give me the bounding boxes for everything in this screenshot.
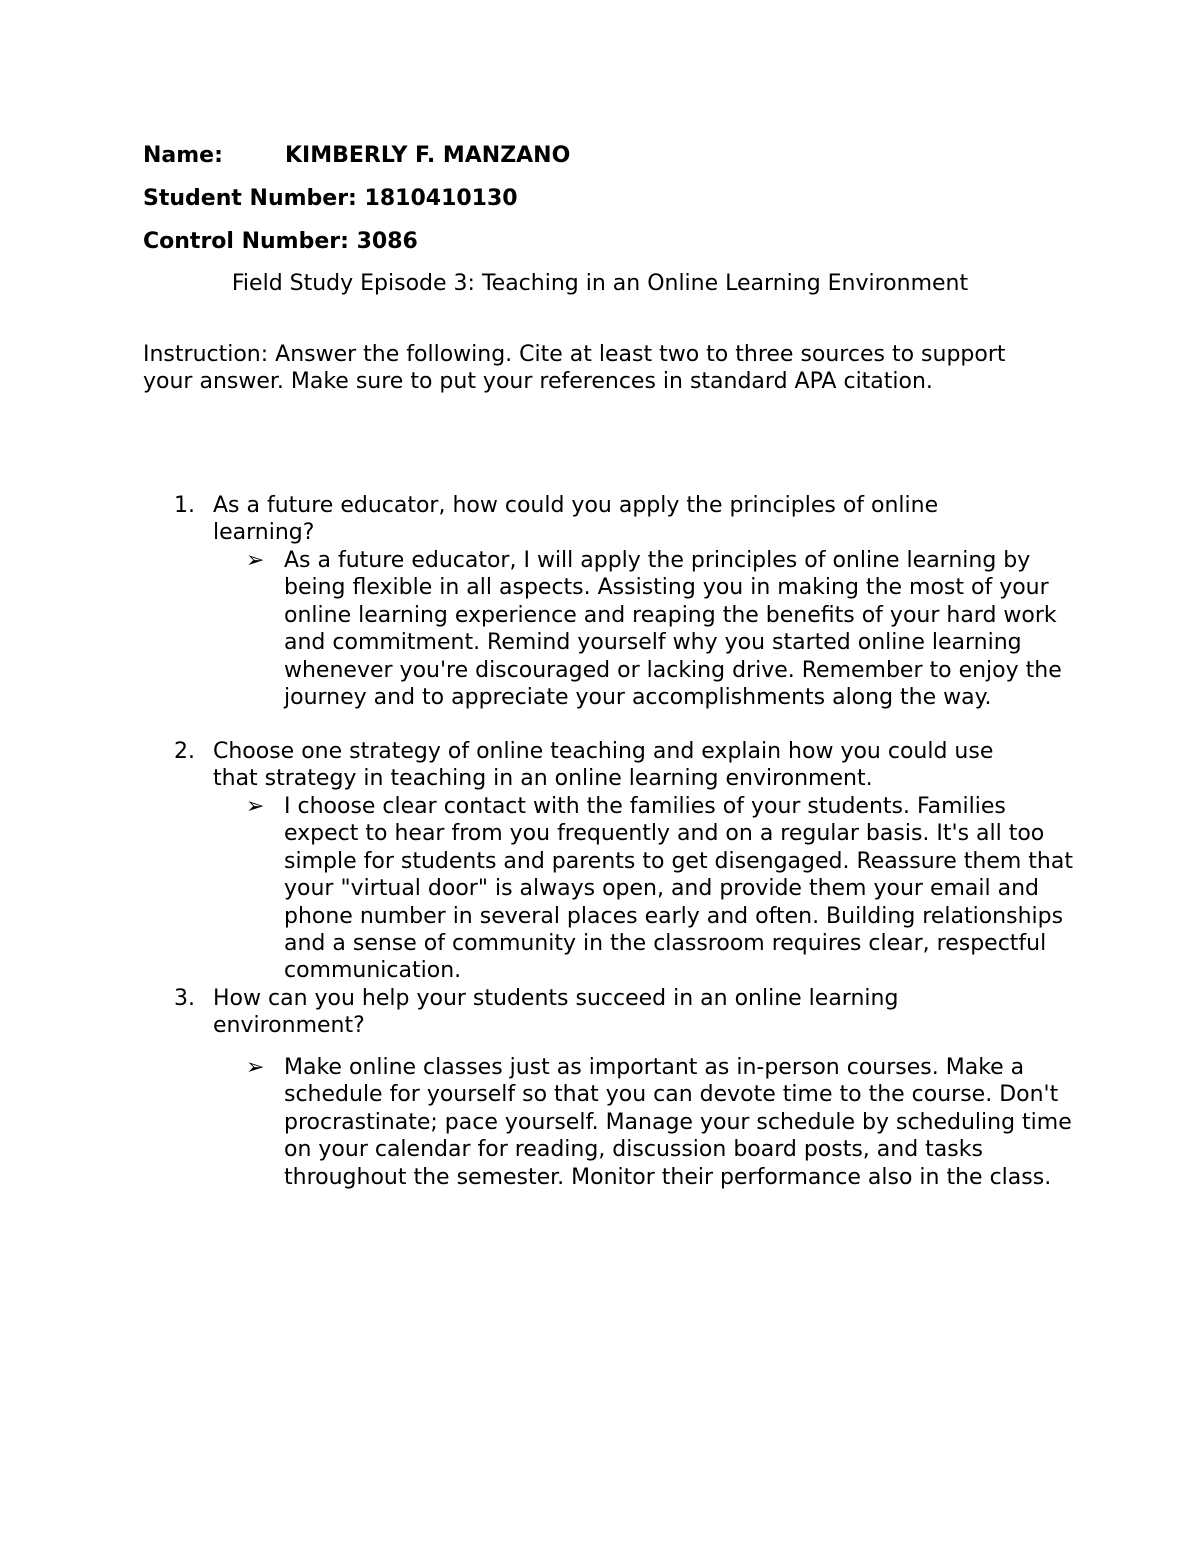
answer-text: As a future educator, I will apply the principles of online learning by being flexible in all aspects. Assisting you in making the most of your online learning experience and reaping the benefits of your hard work and commitment. Remind yourself why you started online learning whenever you're discouraged or lacking drive. Remember to enjoy the journey and to appreciate your accomplishments along the way. bbox=[284, 548, 1062, 711]
question-number: 3. bbox=[174, 986, 195, 1011]
instruction-text: Instruction: Answer the following. Cite at least two to three sources to support your answer. Make sure to put your references in standard APA citation. bbox=[143, 342, 1006, 394]
control-number-value: 3086 bbox=[356, 229, 418, 254]
name-value: KIMBERLY F. MANZANO bbox=[285, 143, 571, 168]
answer-text: I choose clear contact with the families of your students. Families expect to hear from you frequently and on a regular basis. It's all too simple for students and parents to get disengaged. Reassure them that your "virtual door" is always open, and provide them your email and phone number in several places early and often. Building relationships and a sense of community in the classroom requires clear, respectful communication. bbox=[284, 794, 1073, 984]
control-number-label: Control Number: bbox=[143, 229, 349, 254]
control-number-line bbox=[143, 228, 418, 256]
arrow-bullet-icon: ➢ bbox=[246, 1055, 265, 1080]
question-text: How can you help your students succeed in an online learning environment? bbox=[213, 986, 899, 1038]
student-number-line bbox=[143, 185, 518, 213]
arrow-bullet-icon: ➢ bbox=[246, 794, 265, 819]
question-text: Choose one strategy of online teaching and explain how you could use that strategy in teaching in an online learning environment. bbox=[213, 739, 994, 791]
question-number: 2. bbox=[174, 739, 195, 764]
arrow-bullet-icon: ➢ bbox=[246, 548, 265, 573]
name-label: Name: bbox=[143, 143, 223, 168]
name-line bbox=[143, 142, 570, 170]
student-number-value: 1810410130 bbox=[364, 186, 518, 211]
student-number-label: Student Number: bbox=[143, 186, 357, 211]
question-text: As a future educator, how could you apply the principles of online learning? bbox=[213, 493, 939, 545]
question-number: 1. bbox=[174, 493, 195, 518]
document-title: Field Study Episode 3: Teaching in an Online Learning Environment bbox=[231, 271, 969, 296]
answer-text: Make online classes just as important as in-person courses. Make a schedule for yourself so that you can devote time to the course. Don't procrastinate; pace yourself. Manage your schedule by scheduling time on your calendar for reading, discussion board posts, and tasks throughout the semester. Monitor their performance also in the class. bbox=[284, 1055, 1072, 1190]
